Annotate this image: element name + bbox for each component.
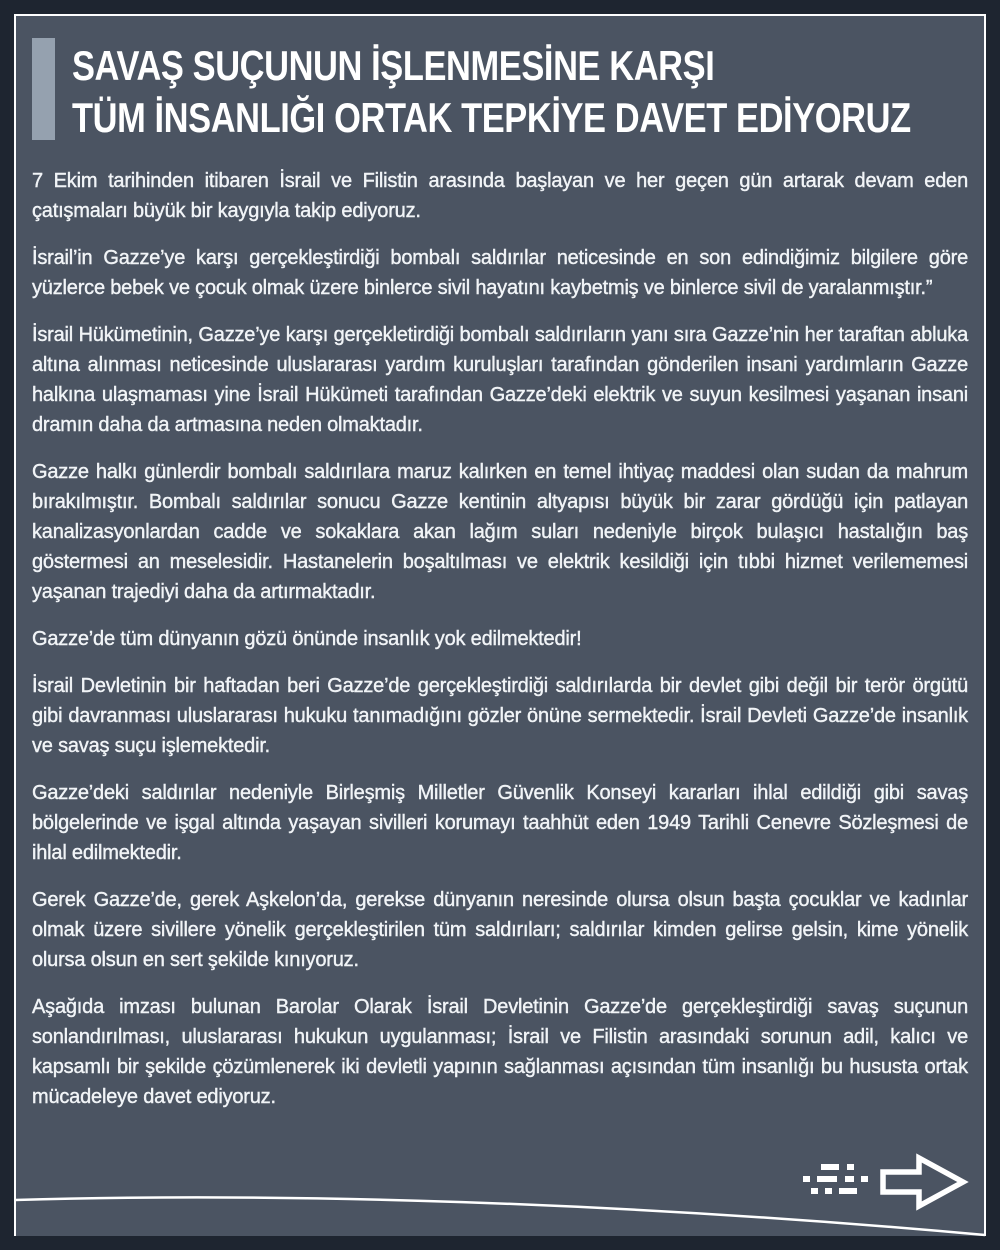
statement-paragraph: Gazze halkı günlerdir bombalı saldırılara maruz kalırken en temel ihtiyaç maddesi olan sudan da mahrum bırakılmıştır. Bombalı saldırılar sonucu Gazze kentinin altyapısı büyük bir zarar gördüğü için patlayan kanalizasyonlardan cadde ve sokaklara akan lağım suları nedeniyle birçok bulaşıcı hastalığın baş göstermesi an meselesidir. Hastanelerin boşaltılması ve elektrik kesildiği için tıbbi hizmet verilememesi yaşanan trajediyi daha da artırmaktadır. (32, 461, 968, 603)
statement-paragraph: İsrail’in Gazze’ye karşı gerçekleştirdiği bombalı saldırılar neticesinde en son edindiğimiz bilgilere göre yüzlerce bebek ve çocuk olmak üzere binlerce sivil hayatını kaybetmiş ve binlerce sivil de yaralanmıştır.” (32, 247, 968, 299)
statement-paragraph: İsrail Hükümetinin, Gazze’ye karşı gerçekletirdiği bombalı saldırıların yanı sıra Gazze’nin her taraftan abluka altına alınması neticesinde uluslararası yardım kuruluşları tarafından gönderilen insani yardımların Gazze halkına ulaşmaması yine İsrail Hükümeti tarafından Gazze’deki elektrik ve suyun kesilmesi yaşanan insani dramın daha da artmasına neden olmaktadır. (32, 324, 968, 436)
statement-paragraph: Aşağıda imzası bulunan Barolar Olarak İsrail Devletinin Gazze’de gerçekleştirdiği savaş suçunun sonlandırılması, uluslararası hukukun uygulanması; İsrail ve Filistin arasındaki sorunun adil, kalıcı ve kapsamlı bir şekilde çözümlenerek iki devletli yapının sağlanması açısından tüm insanlığı bu hususta ortak mücadeleye davet ediyoruz. (32, 996, 968, 1108)
content-panel (14, 14, 986, 1236)
header-accent-bar (32, 38, 55, 140)
dashed-arrow-right-icon (795, 1148, 975, 1216)
statement-paragraph: İsrail Devletinin bir haftadan beri Gazze’de gerçekleştirdiği saldırılarda bir devlet gibi değil bir terör örgütü gibi davranması uluslararası hukuku tanımadığını gözler önüne sermektedir. İsrail Devleti Gazze’de insanlık ve savaş suçu işlemektedir. (32, 675, 968, 757)
page-title-line-2: TÜM İNSANLIĞI ORTAK TEPKİYE DAVET EDİYORUZ (72, 94, 911, 141)
statement-body (32, 166, 968, 1112)
page-title (72, 38, 1000, 144)
page-title-line-1: SAVAŞ SUÇUNUN İŞLENMESİNE KARŞI (72, 42, 715, 89)
statement-paragraph: 7 Ekim tarihinden itibaren İsrail ve Filistin arasında başlayan ve her geçen gün artarak devam eden çatışmaları büyük bir kaygıyla takip ediyoruz. (32, 170, 968, 222)
header (32, 38, 968, 144)
statement-paragraph: Gazze’de tüm dünyanın gözü önünde insanlık yok edilmektedir! (32, 628, 582, 650)
statement-paragraph: Gazze’deki saldırılar nedeniyle Birleşmiş Milletler Güvenlik Konseyi kararları ihlal edildiği gibi savaş bölgelerinde ve işgal altında yaşayan sivilleri korumayı taahhüt eden 1949 Tarihli Cenevre Sözleşmesi de ihlal edilmektedir. (32, 782, 968, 864)
statement-paragraph: Gerek Gazze’de, gerek Aşkelon’da, gerekse dünyanın neresinde olursa olsun başta çocuklar ve kadınlar olmak üzere sivillere yönelik gerçekleştirilen tüm saldırıları; saldırılar kimden gelirse gelsin, kime yönelik olursa olsun en sert şekilde kınıyoruz. (32, 889, 968, 971)
